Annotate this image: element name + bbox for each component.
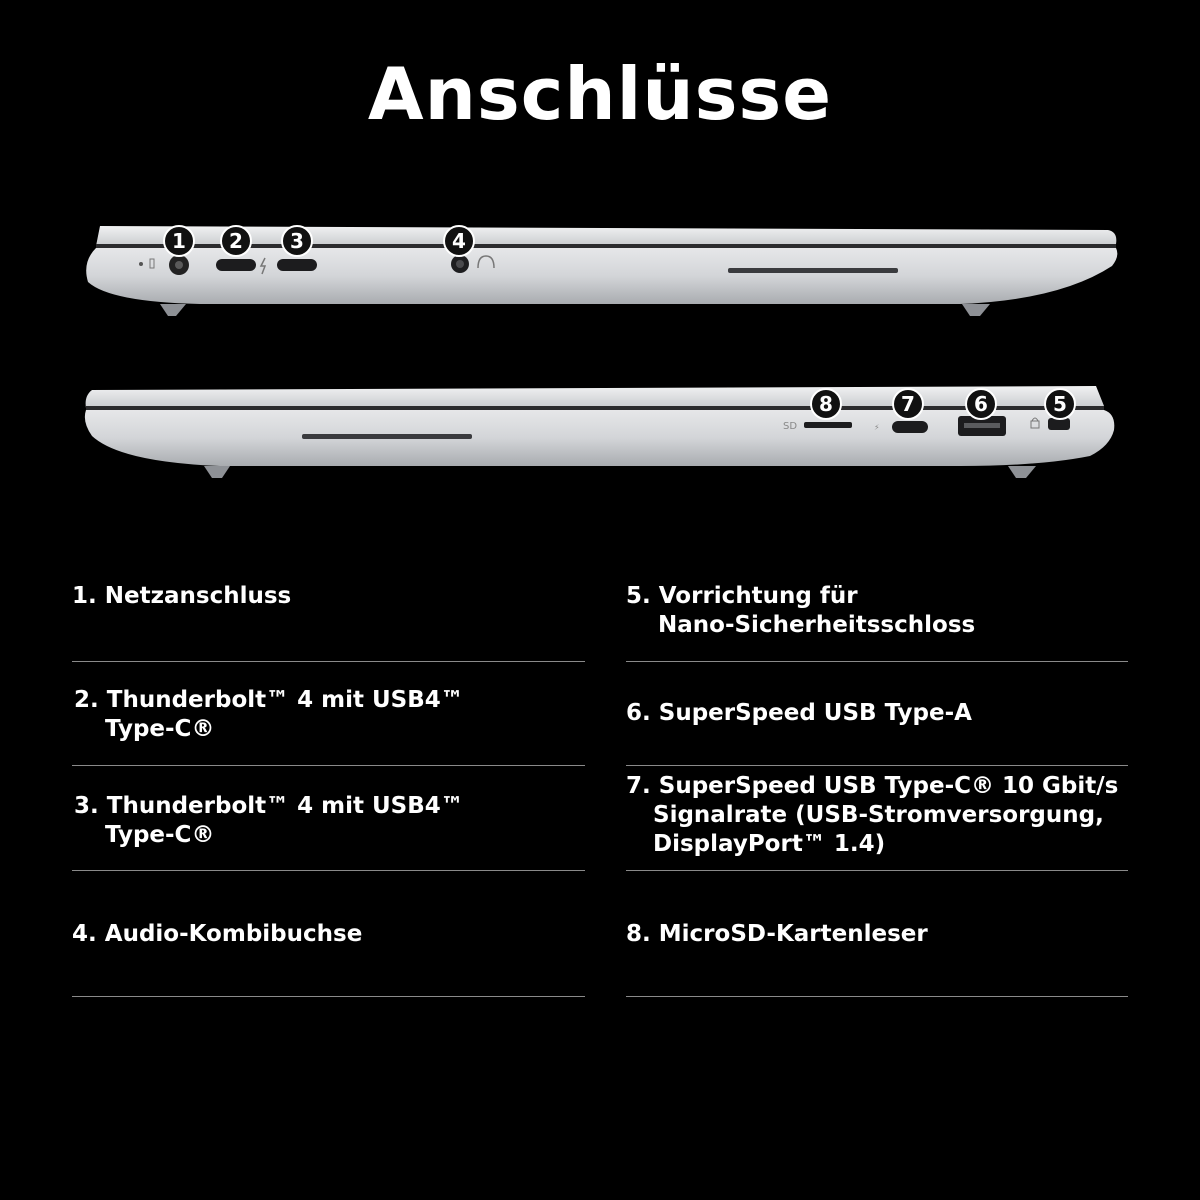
port-number: 8. [626,921,651,947]
svg-text:7: 7 [901,392,915,416]
page-title: Anschlüsse [367,52,833,136]
port-number: 4. [72,921,97,947]
port-item-2 [74,686,464,744]
port-item-4 [72,920,362,949]
port-label: SuperSpeed USB Type-C® 10 Gbit/s [658,773,1119,799]
port-label-line3: DisplayPort™ 1.4) [653,831,886,857]
port-label: Vorrichtung für [658,583,858,609]
port-item-8 [626,920,928,949]
svg-text:4: 4 [452,229,466,253]
divider [72,661,585,662]
port-item-5 [626,582,975,640]
divider [626,765,1128,766]
port-item-3 [74,792,464,850]
port-number: 2. [74,687,99,713]
svg-text:3: 3 [290,229,304,253]
port-label-line2: Nano-Sicherheitsschloss [658,612,976,638]
divider [72,765,585,766]
port-label: Thunderbolt™ 4 mit USB4™ [106,687,464,713]
port-item-6 [626,699,972,728]
port-label: MicroSD-Kartenleser [658,921,928,947]
port-label: Audio-Kombibuchse [104,921,363,947]
port-label-line2: Type-C® [105,822,215,848]
divider [72,996,585,997]
port-item-7 [626,772,1118,859]
port-number: 1. [72,583,97,609]
svg-text:1: 1 [172,229,186,253]
port-label: SuperSpeed USB Type-A [658,700,972,726]
divider [72,870,585,871]
port-number: 7. [626,773,651,799]
divider [626,996,1128,997]
port-label-line2: Signalrate (USB-Stromversorgung, [653,802,1104,828]
svg-text:5: 5 [1053,392,1067,416]
usb-10g-marking-icon: ⚡ [874,423,880,432]
svg-text:8: 8 [819,392,833,416]
divider [626,870,1128,871]
divider [626,661,1128,662]
port-item-1 [72,582,291,611]
port-label-line2: Type-C® [105,716,215,742]
svg-text:6: 6 [974,392,988,416]
svg-text:2: 2 [229,229,243,253]
sd-label: SD [783,421,798,432]
port-number: 3. [74,793,99,819]
port-number: 6. [626,700,651,726]
port-number: 5. [626,583,651,609]
port-label: Netzanschluss [104,583,292,609]
port-label: Thunderbolt™ 4 mit USB4™ [106,793,464,819]
